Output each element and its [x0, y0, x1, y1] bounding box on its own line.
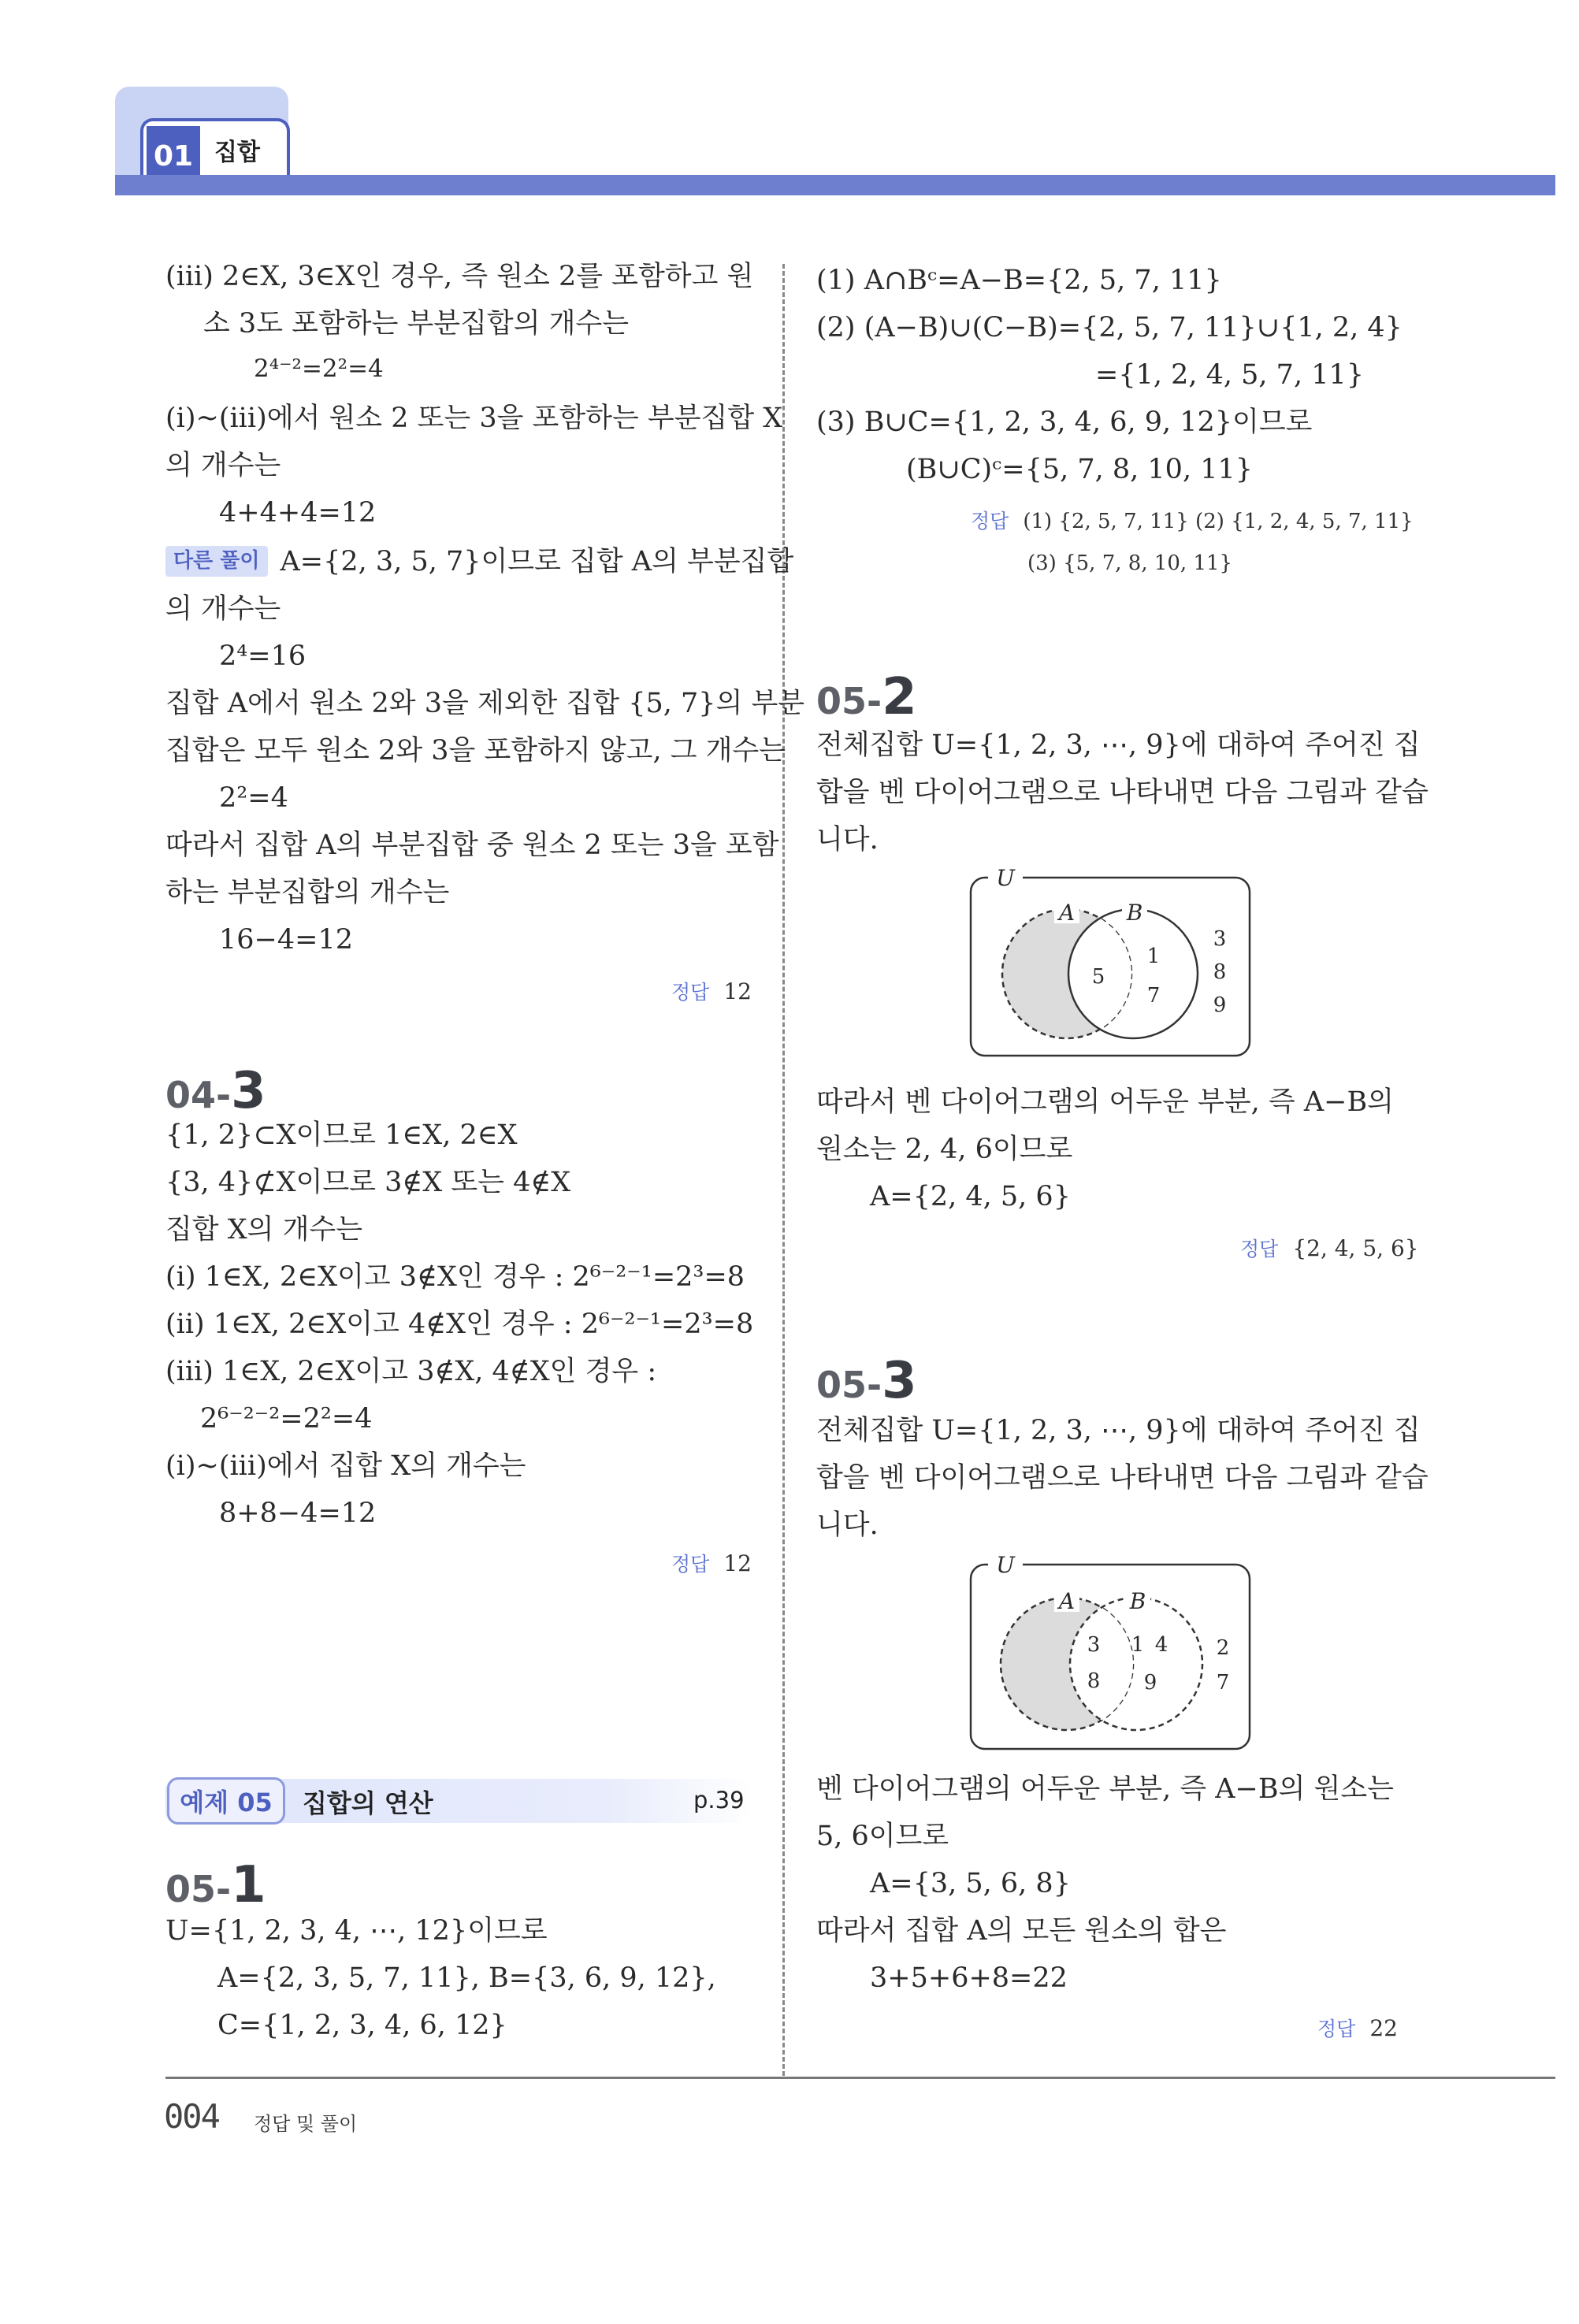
- venn-element: 2: [1216, 1636, 1230, 1660]
- problem-number: [816, 1352, 917, 1410]
- footer-section: 정답 및 풀이: [254, 2113, 358, 2135]
- text-line: U={1, 2, 3, 4, ⋯, 12}이므로: [165, 1915, 548, 1947]
- text-line: {3, 4}⊄X이므로 3∉X 또는 4∉X: [165, 1167, 571, 1198]
- equation: 3+5+6+8=22: [870, 1962, 1068, 1994]
- text-line: 소 3도 포함하는 부분집합의 개수는: [203, 308, 630, 340]
- text-line: 벤 다이어그램의 어두운 부분, 즉 A−B의 원소는: [816, 1773, 1394, 1805]
- text-line: A={2, 3, 5, 7, 11}, B={3, 6, 9, 12},: [217, 1962, 716, 1994]
- label-B: B: [1126, 900, 1143, 926]
- answer: [671, 977, 752, 1005]
- venn-element: 9: [1143, 1671, 1157, 1695]
- answer-label: 정답: [1240, 1238, 1279, 1260]
- text-line: 니다.: [816, 824, 879, 856]
- venn-element: 1: [1131, 1633, 1145, 1657]
- label-B: B: [1129, 1588, 1146, 1614]
- footer-rule: [165, 2077, 1555, 2079]
- venn-element: 9: [1213, 993, 1227, 1017]
- text-line: (ii) 1∈X, 2∈X이고 4∉X인 경우 : 2⁶⁻²⁻¹=2³=8: [165, 1309, 754, 1340]
- alt-solution-badge: 다른 풀이: [165, 546, 268, 577]
- text-line: 의 개수는: [165, 593, 281, 625]
- text-line: 합을 벤 다이어그램으로 나타내면 다음 그림과 같습: [816, 1462, 1429, 1494]
- chapter-number: 01: [147, 126, 200, 186]
- answer-value: (1) {2, 5, 7, 11} (2) {1, 2, 4, 5, 7, 11}: [1023, 510, 1414, 533]
- text-line: 의 개수는: [165, 450, 281, 481]
- venn-diagram-1: [968, 868, 1253, 1062]
- answer-value: 12: [723, 1550, 752, 1576]
- text-line: 전체집합 U={1, 2, 3, ⋯, 9}에 대하여 주어진 집: [816, 1415, 1421, 1446]
- problem-sub: 1: [231, 1856, 266, 1914]
- equation: 2⁴⁻²=2²=4: [254, 355, 384, 383]
- answer-label: 정답: [1317, 2018, 1356, 2040]
- text-line: (i)~(iii)에서 원소 2 또는 3을 포함하는 부분집합 X: [165, 403, 783, 434]
- text-line: (B∪C)ᶜ={5, 7, 8, 10, 11}: [906, 454, 1253, 485]
- answer-label: 정답: [671, 1553, 710, 1576]
- text-line: {1, 2}⊂X이므로 1∈X, 2∈X: [165, 1119, 518, 1151]
- problem-sub: 2: [882, 668, 917, 726]
- text-line: 집합은 모두 원소 2와 3을 포함하지 않고, 그 개수는: [165, 735, 786, 767]
- venn-element: 7: [1216, 1671, 1230, 1695]
- text-line: (2) (A−B)∪(C−B)={2, 5, 7, 11}∪{1, 2, 4}: [816, 312, 1403, 343]
- text-line: 니다.: [816, 1509, 879, 1541]
- text-line: A={2, 4, 5, 6}: [870, 1181, 1071, 1212]
- venn-element: 5: [1091, 965, 1105, 989]
- venn-element: 1: [1146, 945, 1161, 968]
- equation: 4+4+4=12: [219, 497, 377, 529]
- text-line: 따라서 벤 다이어그램의 어두운 부분, 즉 A−B의: [816, 1086, 1394, 1118]
- text-line: C={1, 2, 3, 4, 6, 12}: [217, 2010, 507, 2041]
- text-line: (iii) 2∈X, 3∈X인 경우, 즉 원소 2를 포함하고 원: [165, 261, 754, 292]
- column-divider: [782, 264, 785, 2076]
- answer-value: {2, 4, 5, 6}: [1292, 1235, 1419, 1261]
- problem-sub: 3: [231, 1062, 266, 1120]
- answer-label: 정답: [971, 510, 1009, 533]
- text-line: (1) A∩Bᶜ=A−B={2, 5, 7, 11}: [816, 265, 1222, 296]
- text-line: (3) B∪C={1, 2, 3, 4, 6, 9, 12}이므로: [816, 407, 1313, 438]
- problem-prefix: 05-: [816, 1364, 882, 1406]
- text-line: 5, 6이므로: [816, 1821, 949, 1852]
- text-line: A={2, 3, 5, 7}이므로 집합 A의 부분집합: [280, 546, 794, 577]
- answer: [671, 1549, 752, 1577]
- venn-element: 3: [1087, 1633, 1101, 1657]
- label-A: A: [1058, 900, 1076, 926]
- answer: [971, 506, 1414, 534]
- venn-element: 4: [1154, 1633, 1168, 1657]
- text-line: 따라서 집합 A의 부분집합 중 원소 2 또는 3을 포함: [165, 830, 779, 861]
- text-line: (iii) 1∈X, 2∈X이고 3∉X, 4∉X인 경우 :: [165, 1356, 657, 1387]
- answer-value-line2: (3) {5, 7, 8, 10, 11}: [1027, 551, 1233, 575]
- equation: 16−4=12: [219, 924, 353, 956]
- problem-number: [816, 668, 917, 726]
- problem-number: [165, 1856, 266, 1914]
- alt-solution-line: [165, 545, 793, 578]
- venn-element: 3: [1213, 927, 1227, 951]
- venn-element: 7: [1146, 984, 1161, 1008]
- text-line: 집합 X의 개수는: [165, 1214, 363, 1246]
- text-line: A={3, 5, 6, 8}: [870, 1868, 1071, 1899]
- label-A: A: [1058, 1588, 1076, 1614]
- answer-value: 22: [1369, 2015, 1398, 2041]
- answer-value: 12: [723, 978, 752, 1004]
- equation: 8+8−4=12: [219, 1498, 377, 1529]
- text-line: 하는 부분집합의 개수는: [165, 877, 450, 908]
- answer: [1317, 2014, 1398, 2042]
- venn-diagram-2: [968, 1555, 1253, 1755]
- answer: [1240, 1234, 1419, 1262]
- venn-element: 8: [1087, 1669, 1101, 1693]
- chapter-title: 집합: [214, 139, 260, 166]
- problem-prefix: 05-: [165, 1868, 232, 1910]
- example-tag: 예제 05: [167, 1777, 285, 1825]
- equation: 2²=4: [219, 782, 288, 814]
- label-U: U: [996, 1555, 1015, 1578]
- text-line: (i) 1∈X, 2∈X이고 3∉X인 경우 : 2⁶⁻²⁻¹=2³=8: [165, 1261, 745, 1293]
- text-line: 집합 A에서 원소 2와 3을 제외한 집합 {5, 7}의 부분: [165, 688, 805, 719]
- example-title: 집합의 연산: [303, 1788, 433, 1818]
- text-line: 따라서 집합 A의 모든 원소의 합은: [816, 1915, 1227, 1947]
- equation: 2⁶⁻²⁻²=2²=4: [200, 1403, 373, 1435]
- text-line: 전체집합 U={1, 2, 3, ⋯, 9}에 대하여 주어진 집: [816, 729, 1421, 761]
- text-line: ={1, 2, 4, 5, 7, 11}: [1095, 359, 1364, 391]
- answer-label: 정답: [671, 981, 710, 1004]
- problem-number: [165, 1062, 266, 1120]
- problem-sub: 3: [882, 1352, 917, 1410]
- text-line: 합을 벤 다이어그램으로 나타내면 다음 그림과 같습: [816, 777, 1429, 808]
- label-U: U: [996, 868, 1015, 891]
- text-line: 원소는 2, 4, 6이므로: [816, 1134, 1073, 1165]
- header-bar: [115, 175, 1555, 195]
- venn-element: 8: [1213, 960, 1227, 984]
- text-line: (i)~(iii)에서 집합 X의 개수는: [165, 1450, 526, 1482]
- equation: 2⁴=16: [219, 640, 307, 672]
- problem-prefix: 05-: [816, 680, 882, 722]
- page-number: 004: [164, 2097, 219, 2136]
- example-page-ref: p.39: [693, 1787, 745, 1814]
- problem-prefix: 04-: [165, 1074, 232, 1116]
